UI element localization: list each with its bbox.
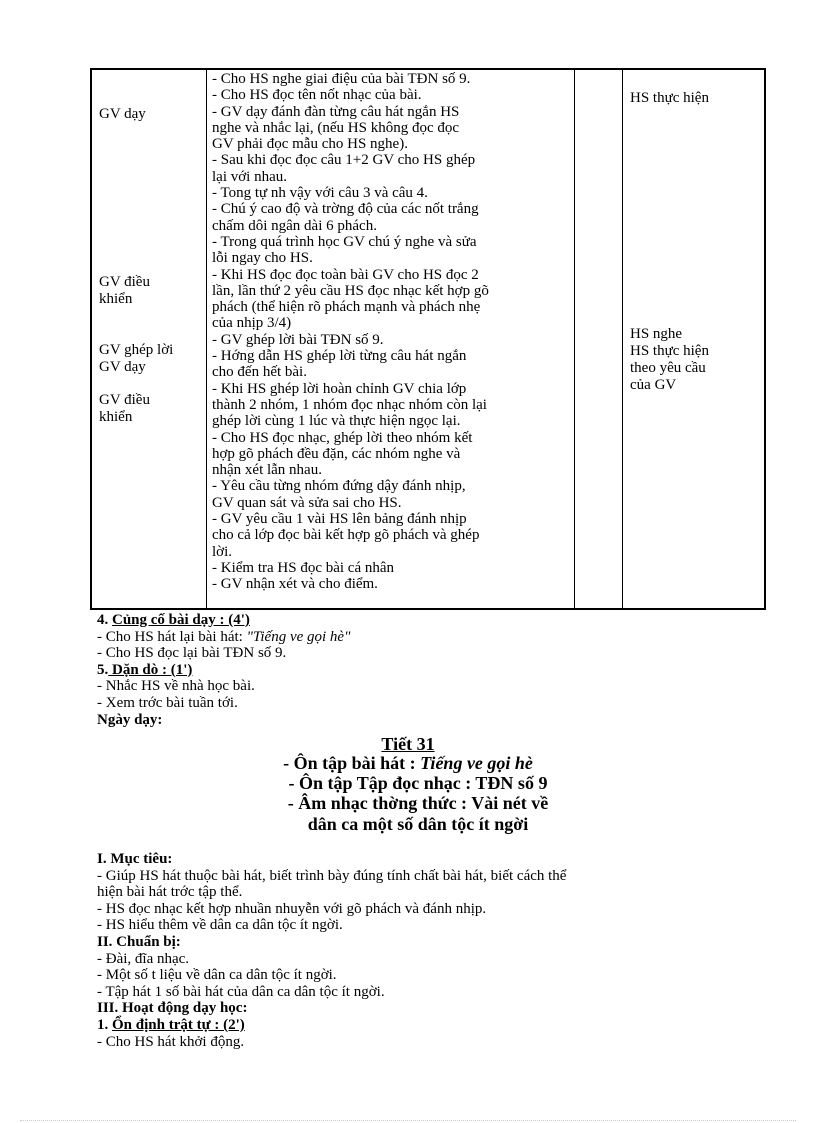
activity-line: - Cho HS đọc tên nốt nhạc của bài. <box>212 87 422 104</box>
section-heading: Củng cố bài dạy : (4') <box>112 612 250 628</box>
teacher-role-label: GV điều <box>99 274 150 290</box>
activity-line: - GV yêu cầu 1 vài HS lên bảng đánh nhịp <box>212 511 467 528</box>
activity-line: - Hớng dẫn HS ghép lời từng câu hát ngắn <box>212 348 467 365</box>
text-line: - Giúp HS hát thuộc bài hát, biết trình bày đúng tính chất bài hát, biết cách thể <box>97 867 567 884</box>
activity-line: của nhịp 3/4) <box>212 315 292 332</box>
text-line: - Xem trớc bài tuần tới. <box>97 694 238 711</box>
activity-line: cho đến hết bài. <box>212 364 307 381</box>
lesson-line-4: dân ca một số dân tộc ít ngời <box>307 814 529 834</box>
student-role-label: HS thực hiện <box>630 343 709 359</box>
text-line: - Tập hát 1 số bài hát của dân ca dân tộc ít ngời. <box>97 983 385 1000</box>
activity-line: - Chú ý cao độ và trờng độ của các nốt trắng <box>212 201 479 218</box>
activity-line: lần, lần thứ 2 yêu cầu HS đọc nhạc kết hợp gõ <box>212 282 489 299</box>
activity-line: ghép lời cùng 1 lúc và thực hiện ngọc lại. <box>212 413 461 430</box>
activity-line: lời. <box>212 543 233 560</box>
lesson-number: Tiết 31 <box>381 734 435 754</box>
activity-line: - Cho HS nghe giai điệu của bài TĐN số 9. <box>212 71 471 87</box>
text-line: - HS hiểu thêm về dân ca dân tộc ít ngời. <box>97 917 343 934</box>
teacher-role-label: khiển <box>99 409 133 425</box>
activity-line: - Yêu cầu từng nhóm đứng dậy đánh nhịp, <box>212 478 466 495</box>
activity-line: - Trong quá trình học GV chú ý nghe và sửa <box>212 233 477 250</box>
table-divider <box>206 70 207 608</box>
student-role-label: theo yêu cầu <box>630 360 706 376</box>
lesson-line-2: - Ôn tập Tập đọc nhạc : TĐN số 9 <box>288 773 548 793</box>
student-role-label: HS thực hiện <box>630 90 709 106</box>
teacher-role-label: GV dạy <box>99 106 146 122</box>
teacher-role-label: GV ghép lời <box>99 342 174 358</box>
section-number: 5. <box>97 661 109 678</box>
objectives-heading: I. Mục tiêu: <box>97 851 173 867</box>
activity-line: - Khi HS đọc đọc toàn bài GV cho HS đọc 2 <box>212 266 479 283</box>
activity-line: cho cả lớp đọc bài kết hợp gõ phách và ghép <box>212 527 480 544</box>
activity-line: GV quan sát và sửa sai cho HS. <box>212 494 402 511</box>
teacher-role-label: GV điều <box>99 392 150 408</box>
text-line: - Đài, đĩa nhạc. <box>97 950 190 967</box>
text-line: - Nhắc HS về nhà học bài. <box>97 678 255 695</box>
section-4 <box>97 612 350 728</box>
activity-line: - GV nhận xét và cho điểm. <box>212 576 378 593</box>
song-title: Tiếng ve gọi hè <box>420 753 533 773</box>
activity-line: - GV dạy đánh đàn từng câu hát ngắn HS <box>212 103 460 120</box>
activity-line: - Cho HS đọc nhạc, ghép lời theo nhóm kết <box>212 429 473 446</box>
activity-column <box>212 71 566 593</box>
preparation-heading: II. Chuẩn bị: <box>97 933 181 950</box>
lesson-title <box>0 734 816 755</box>
song-title: "Tiếng ve gọi hè" <box>246 628 351 645</box>
text-line: - Cho HS hát lại bài hát: <box>97 628 247 645</box>
activity-line: phách (thể hiện rõ phách mạnh và phách nhẹ <box>212 299 481 316</box>
text-line: - Cho HS đọc lại bài TĐN số 9. <box>97 645 287 662</box>
teacher-role-label: khiển <box>99 291 133 307</box>
activity-line: - Tong tự nh vậy với câu 3 và câu 4. <box>212 185 428 202</box>
activity-line: GV phải đọc mẫu cho HS nghe). <box>212 136 408 153</box>
table-divider <box>622 70 623 608</box>
activity-line: lỗi ngay cho HS. <box>212 250 313 267</box>
text-line: hiện bài hát trớc tập thể. <box>97 884 243 901</box>
activity-line: nghe và nhắc lại, (nếu HS không đọc đọc <box>212 119 460 136</box>
lesson-line-3: - Âm nhạc thờng thức : Vài nét về <box>287 793 549 813</box>
section-number: 1. <box>97 1016 112 1033</box>
activity-line: thành 2 nhóm, 1 nhóm đọc nhạc nhóm còn lại <box>212 396 487 413</box>
date-label: Ngày dạy: <box>97 711 163 728</box>
lesson-table <box>90 68 766 610</box>
lesson-line-1: - Ôn tập bài hát : Tiếng ve gọi hè <box>283 753 533 773</box>
page-edge <box>20 1120 796 1121</box>
activity-line: chấm dôi ngân dài 6 phách. <box>212 217 377 234</box>
activity-line: hợp gõ phách đều đặn, các nhóm nghe và <box>212 445 461 462</box>
activity-line: - Sau khi đọc đọc câu 1+2 GV cho HS ghép <box>212 152 476 169</box>
lesson-body <box>97 851 566 1050</box>
student-role-label: HS nghe <box>630 326 683 342</box>
table-divider <box>574 70 575 608</box>
text-line: - Một số t liệu về dân ca dân tộc ít ngời. <box>97 967 337 984</box>
activity-line: - GV ghép lời bài TĐN số 9. <box>212 331 384 348</box>
section-heading: Ổn định trật tự : (2') <box>112 1016 245 1033</box>
text-line: - HS đọc nhạc kết hợp nhuần nhuyễn với gõ phách và đánh nhịp. <box>97 900 487 917</box>
text-line: - Cho HS hát khởi động. <box>97 1033 245 1050</box>
teacher-role-label: GV dạy <box>99 359 146 375</box>
section-number: 4. <box>97 612 112 628</box>
activities-heading: III. Hoạt động dạy học: <box>97 1000 248 1017</box>
section-heading: Dặn dò : (1') <box>108 661 193 678</box>
activity-line: lại với nhau. <box>212 168 287 185</box>
activity-line: - Kiểm tra HS đọc bài cá nhân <box>212 559 395 576</box>
student-role-label: của GV <box>630 377 677 393</box>
activity-line: - Khi HS ghép lời hoàn chỉnh GV chia lớp <box>212 380 467 397</box>
activity-line: nhận xét lẫn nhau. <box>212 462 322 479</box>
